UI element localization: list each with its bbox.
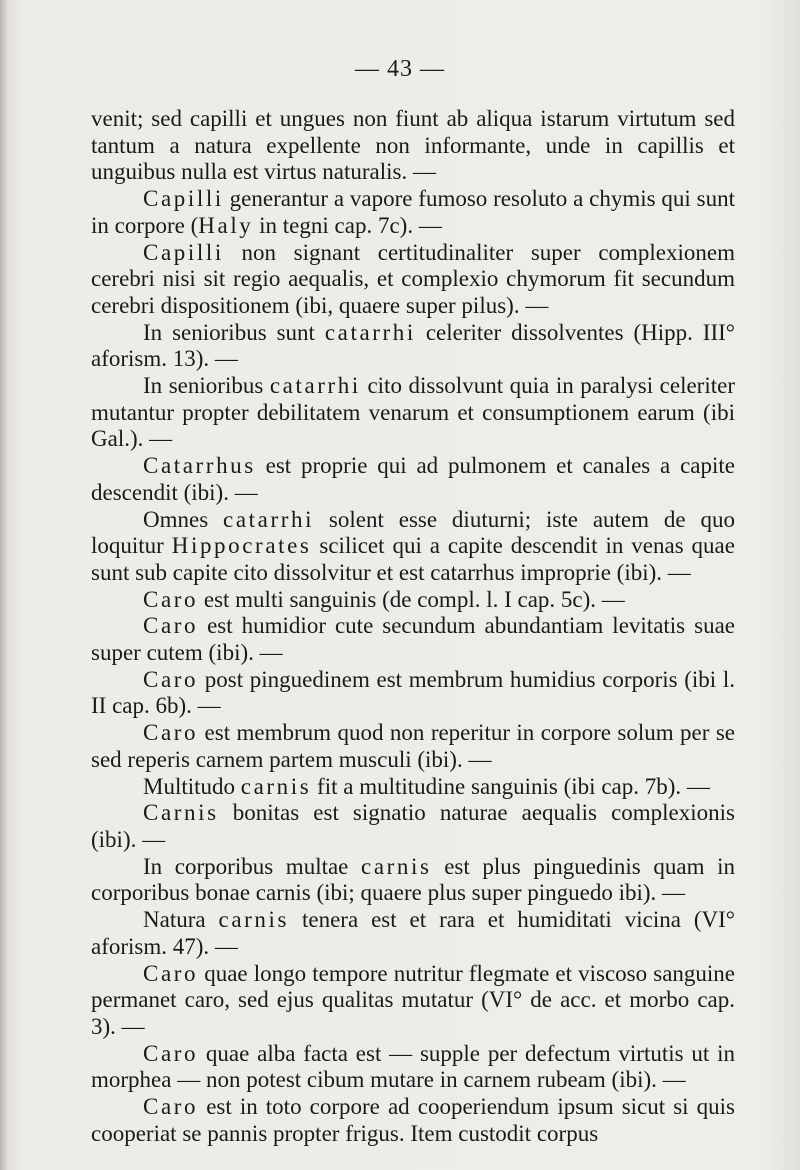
paragraph: [91, 961, 735, 1041]
text-segment: scilicet qui a capite descendit in venas quae sunt sub capite cito dissolvitur et est catarrhus improprie (ibi). —: [91, 533, 735, 585]
paragraph: [91, 1041, 735, 1094]
text-segment: generantur a vapore fumoso resoluto a chymis qui sunt in corpore (: [91, 186, 735, 238]
paragraph: [91, 613, 735, 666]
paragraph: [91, 587, 735, 614]
text-segment: solent esse diuturni; iste autem de quo loquitur: [91, 506, 735, 559]
spaced-keyword: carnis: [218, 907, 290, 933]
text-segment: in tegni cap. 7c). —: [253, 212, 442, 238]
paragraph: [91, 800, 735, 853]
paragraph: [91, 507, 735, 587]
page-number: — 43 —: [355, 56, 445, 82]
paragraph: [91, 186, 735, 239]
text-segment: post pinguedinem est membrum humidius corporis (ibi l. II cap. 6b). —: [91, 666, 735, 719]
spaced-keyword: Caro: [143, 1094, 199, 1120]
spaced-keyword: Caro: [143, 586, 199, 612]
paragraph: [91, 1094, 735, 1147]
text-segment: est plus pinguedinis quam in corporibus bonae carnis (ibi; quaere plus super pinguedo ibi). —: [91, 853, 735, 906]
text-segment: bonitas est signatio naturae aequalis complexionis (ibi). —: [91, 800, 735, 852]
spaced-keyword: catarrhi: [324, 319, 416, 345]
paragraph: [91, 774, 735, 801]
spaced-keyword: Haly: [198, 212, 254, 238]
paragraph: [91, 453, 735, 506]
spaced-keyword: carnis: [361, 853, 432, 879]
paragraph: [91, 667, 735, 720]
paragraph: [91, 907, 735, 960]
text-segment: Natura: [143, 907, 219, 933]
text-segment: quae longo tempore nutritur flegmate et viscoso sanguine permanet caro, sed ejus qualitas mutatur (VI° de acc. et morbo cap. 3). —: [91, 960, 735, 1039]
spaced-keyword: catarrhi: [223, 506, 315, 532]
body-text: [91, 106, 735, 1147]
page-gutter-shadow: [0, 0, 8, 1170]
paragraph: [91, 320, 735, 373]
spaced-keyword: Capilli: [143, 186, 224, 212]
spaced-keyword: Caro: [143, 666, 199, 692]
paragraph: [91, 106, 735, 186]
text-segment: est in toto corpore ad cooperiendum ipsum sicut si quis cooperiat se pannis propter frigus. Item custodit corpus: [91, 1094, 735, 1146]
spaced-keyword: Caro: [143, 613, 199, 639]
paragraph: [91, 240, 735, 320]
text-segment: In senioribus sunt: [143, 319, 325, 345]
spaced-keyword: Capilli: [143, 239, 224, 265]
spaced-keyword: Caro: [143, 720, 199, 746]
spaced-keyword: Caro: [143, 1040, 199, 1066]
spaced-keyword: Caro: [143, 960, 199, 986]
text-segment: venit; sed capilli et ungues non fiunt ab aliqua istarum virtutum sed tantum a natura expellente non informante, unde in capillis et unguibus nulla est virtus naturalis. —: [91, 106, 735, 185]
text-segment: est humidior cute secundum abundantiam levitatis suae super cutem (ibi). —: [91, 613, 735, 666]
text-segment: est multi sanguinis (de compl. l. I cap. 5c). —: [198, 586, 625, 612]
text-segment: cito dissolvunt quia in paralysi celeriter mutantur propter debilitatem venarum et consumptionem earum (ibi Gal.). —: [91, 373, 735, 452]
text-segment: Omnes: [143, 506, 224, 532]
paragraph: [91, 373, 735, 453]
spaced-keyword: Catarrhus: [143, 453, 256, 479]
text-segment: est proprie qui ad pulmonem et canales a capite descendit (ibi). —: [91, 453, 735, 505]
text-segment: quae alba facta est — supple per defectum virtutis ut in morphea — non potest cibum mutare in carnem rubeam (ibi). —: [91, 1040, 735, 1093]
spaced-keyword: catarrhi: [269, 373, 361, 399]
spaced-keyword: Carnis: [143, 800, 219, 826]
text-segment: fit a multitudine sanguinis (ibi cap. 7b). —: [311, 773, 710, 799]
text-segment: celeriter dissolventes (Hipp. III° aforism. 13). —: [91, 319, 735, 372]
text-segment: non signant certitudinaliter super complexionem cerebri nisi sit regio aequalis, et complexio chymorum fit secundum cerebri dispositionem (ibi, quaere super pilus). —: [91, 239, 735, 318]
text-segment: In senioribus: [143, 373, 270, 399]
paragraph: [91, 854, 735, 907]
spaced-keyword: carnis: [240, 773, 312, 799]
spaced-keyword: Hippocrates: [171, 533, 312, 559]
paragraph: [91, 720, 735, 773]
text-segment: tenera est et rara et humiditati vicina (VI° aforism. 47). —: [91, 907, 736, 959]
text-segment: est membrum quod non reperitur in corpore solum per se sed reperis carnem partem musculi (ibi). —: [91, 720, 735, 772]
text-segment: In corporibus multae: [143, 853, 362, 879]
text-segment: Multitudo: [143, 773, 241, 799]
